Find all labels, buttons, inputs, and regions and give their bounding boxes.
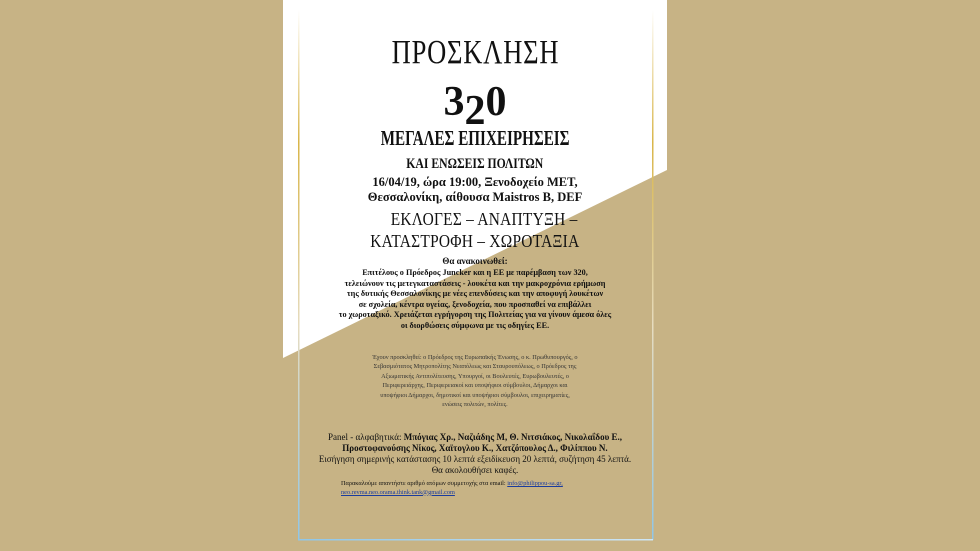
panel-coffee: Θα ακολουθήσει καφές.: [431, 465, 519, 475]
announcement-text: [283, 268, 667, 332]
invitees-line: υποψήφιοι Δήμαρχοι, δημοτικοί και υποψήφιοι σύμβουλοι, επιχειρηματίες,: [380, 391, 570, 399]
rsvp-info: [341, 480, 641, 497]
datetime-line: 16/04/19, ώρα 19:00, Ξενοδοχείο ΜΕΤ,: [372, 175, 578, 189]
rsvp-text: Παρακαλούμε απαντήστε αριθμό ατόμων συμμετοχής στα email:: [341, 480, 506, 487]
venue-line: Θεσσαλονίκη, αίθουσα Maistros B, DEF: [367, 190, 583, 204]
heading-citizens-text: ΚΑΙ ΕΝΩΣΕΙΣ ΠΟΛΙΤΩΝ: [406, 156, 544, 172]
invitees-line: Αξιωματικής Αντιπολίτευσης, Υπουργοί, οι Βουλευτές, Ευρωβουλευτές, ο: [381, 372, 569, 380]
panel-line-1: [283, 432, 667, 443]
heading-businesses: [283, 126, 667, 151]
panel-names-1: Μπόγιας Χρ., Ναζιάδης Μ, Θ. Νιτσιάκος, Νικολαΐδου Ε.,: [403, 432, 622, 442]
announce-label: Θα ανακοινωθεί:: [442, 256, 508, 266]
number-digit-mid: 2: [464, 88, 486, 134]
event-number: [283, 78, 667, 134]
rsvp-email-link-1[interactable]: info@philippou-sa.gr,: [507, 480, 563, 487]
rsvp-email-link-2[interactable]: neo.revma.neo.orama.think.tank@gmail.com: [341, 488, 455, 496]
panel-info: [283, 432, 667, 476]
poster-title: [283, 34, 667, 72]
poster-title-text: ΠΡΟΣΚΛΗΣΗ: [391, 34, 559, 71]
invitees-line: Περιφερειάρχης, Περιφερειακοί και υποψήφιοι σύμβουλοι, Δήμαρχοι και: [382, 382, 568, 390]
announcement-line: τελειώνουν τις μετεγκαταστάσεις - λουκέτα και την μακροχρόνια ερήμωση: [344, 278, 606, 288]
panel-names-2: Προστοφανούσης Νίκος, Χαϊτογλου Κ., Χατζόπουλος Δ., Φιλίππου Ν.: [342, 443, 608, 453]
panel-label: Panel - αλφαβητικά:: [328, 432, 402, 442]
number-digit-left: 3: [443, 79, 465, 125]
invitees-line: Έχουν προσκληθεί: ο Πρόεδρος της Ευρωπαϊκής Ένωσης, ο κ. Πρωθυπουργός, ο: [372, 354, 578, 361]
rsvp-line-2: [341, 489, 641, 498]
panel-line-2: [283, 443, 667, 454]
heading-businesses-text: ΜΕΓΑΛΕΣ ΕΠΙΧΕΙΡΗΣΕΙΣ: [380, 126, 570, 150]
invitees-line: Σεβασμιότατος Μητροπολίτης Νεαπόλεως και Σταυρουπόλεως, ο Πρόεδρος της: [373, 363, 577, 371]
number-digit-right: 0: [485, 79, 507, 125]
announcement-line: σε σχολεία, κέντρα υγείας, ξενοδοχεία, που προσπαθεί να επιβάλλει: [358, 299, 592, 309]
slogan-line-2: ΚΑΤΑΣΤΡΟΦΗ – ΧΩΡΟΤΑΞΙΑ: [370, 231, 580, 251]
panel-schedule: Εισήγηση σημερινής κατάστασης 10 λεπτά εξειδίκευση 20 λεπτά, συζήτηση 45 λεπτά.: [318, 454, 632, 464]
event-datetime-venue: [283, 175, 667, 205]
invitees-line: ενώσεις πολιτών, πολίτες.: [442, 401, 508, 409]
slogan: [283, 208, 667, 252]
announcement-line: της δυτικής Θεσσαλονίκης με νέες επενδύσεις και την αποφυγή λουκέτων: [346, 289, 604, 299]
rsvp-line-1: [341, 480, 641, 489]
slogan-line-1: ΕΚΛΟΓΕΣ – ΑΝΑΠΤΥΞΗ –: [390, 209, 578, 229]
heading-citizens: [283, 156, 667, 173]
invitation-poster: [283, 0, 667, 551]
announcement-line: οι διορθώσεις σύμφωνα με τις οδηγίες ΕΕ.: [400, 320, 550, 330]
frame-bottom-line: [298, 539, 653, 541]
announcement-line: το χωροταξικό. Χρειάζεται εγρήγορση της Πολιτείας για να γίνουν άμεσα όλες: [338, 310, 612, 320]
invitees-text: [283, 353, 667, 409]
announcement-line: Επιτέλους ο Πρόεδρος Juncker και η ΕΕ με παρέμβαση των 320,: [362, 268, 588, 277]
